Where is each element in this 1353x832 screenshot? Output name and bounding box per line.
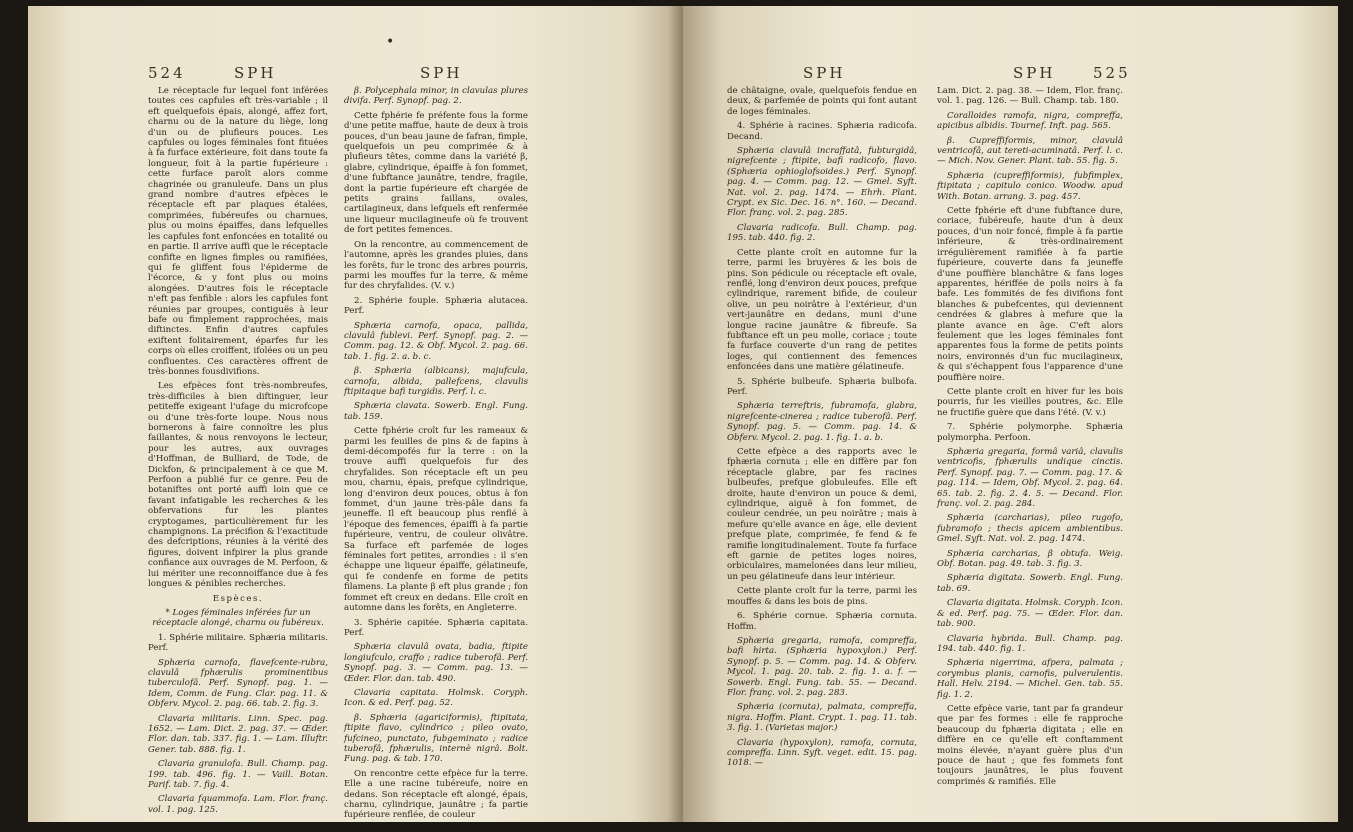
- species-synonymy: Clavaria digitata. Holmsk. Coryph. Icon. & ed. Perf. pag. 75. — Œder. Flor. dan. tab. 900.: [937, 598, 1123, 630]
- running-head-left-col1: SPH: [234, 64, 277, 82]
- species-title: 2. Sphérie fouple. Sphæria alutacea. Perf.: [344, 295, 528, 317]
- subsection-heading: * Loges féminales inférées fur un réceptacle alongé, charnu ou fubéreux.: [152, 607, 324, 629]
- running-head-left-col2: SPH: [420, 64, 463, 82]
- species-synonymy: Sphæria (cupreffiformis), fubfimplex, ftipitata ; capitulo conico. Woodw. apud With. Botan. arrang. 3. pag. 457.: [937, 170, 1123, 202]
- species-synonymy: Clavaria fquammofa. Lam. Flor. franç. vol. 1. pag. 125.: [148, 794, 328, 815]
- paragraph: Cette fphérie eft d'une fubftance dure, coriace, fubéreufe, haute d'un à deux pouces, d'un noir foncé, fimple à fa partie inférieure, & très-ordinairement irrégulièrement ramifiée à fa partie fupérieure, couverte dans fa jeuneffe d'une pouffière blanchâtre & fans loges apparentes, hériffée de poils noirs à fa bafe. Les fommités de fes divifions font blanches & pubefcentes, qui deviennent cendrées & glabres à mefure que la plante avance en âge. C'eft alors feulement que les loges féminales font apparentes fous la forme de petits points noirs, environnés d'un fuc mucilagineux, & qui s'échappent fous l'apparence d'une pouffière noire.: [937, 206, 1123, 383]
- species-title: 6. Sphérie cornue. Sphæria cornuta. Hoffm.: [727, 611, 917, 632]
- paragraph: Cette efpèce varie, tant par fa grandeur que par fes formes : elle fe rapproche beaucoup du fphæria digitata ; elle en diffère en ce qu'elle eft conftamment moins élevée, n'ayant guère plus d'un pouce de haut ; que fes fommets font toujours jaunâtres, le plus fouvent comprimés & ramifiés. Elle: [937, 703, 1123, 787]
- paragraph: Cette fphérie fe préfente fous la forme d'une petite maffue, haute de deux à trois pouces, d'un beau jaune de fafran, fimple, quelquefois un peu comprimée & à plufieurs têtes, comme dans la variété β, glabre, cylindrique, épaiffe à fon fommet, d'une fubftance jaunâtre, tendre, fragile, dont la partie fupérieure eft chargée de petits grains faillans, ovales, cartilagineux, dans lefquels eft renfermée une liqueur mucilagineufe où fe trouvent de fort petites femences.: [344, 110, 528, 236]
- right-column-2: [937, 86, 1123, 806]
- species-synonymy: Sphæria clavata. Sowerb. Engl. Fung. tab. 159.: [344, 401, 528, 422]
- paragraph: Cette plante croît fur la terre, parmi les mouffes & dans les bois de pins.: [727, 586, 917, 607]
- species-synonymy: Clavaria hybrida. Bull. Champ. pag. 194. tab. 440. fig. 1.: [937, 633, 1123, 654]
- species-synonymy: Sphæria (carcharias), pileo rugofo, fubramofo ; thecis apicem ambientibus. Gmel. Syft. Nat. vol. 2. pag. 1474.: [937, 513, 1123, 545]
- left-page: [28, 6, 683, 822]
- species-synonymy: Sphæria clavulâ incraffatâ, fubturgidâ, nigrefcente ; ftipite, bafi radicofo, flavo. (Sphæria ophioglofsoides.) Perf. Synopf. pag. 4. — Comm. pag. 12. — Gmel. Syft. Nat. vol. 2. pag. 1474. — Ehrh. Plant. Crypt. ex Sic. Dec. 16. n°. 160. — Decand. Flor. franç. vol. 2. pag. 285.: [727, 146, 917, 219]
- species-synonymy: Coralloides ramofa, nigra, compreffa, apicibus albidis. Tournef. Inft. pag. 565.: [937, 110, 1123, 132]
- species-synonymy: Sphæria carcharias, β obtufa. Weig. Obf. Botan. pag. 49. tab. 3. fig. 3.: [937, 548, 1123, 570]
- paragraph: On rencontre cette efpèce fur la terre. Elle a une racine tubéreufe, noire en dedans. Son réceptacle eft alongé, épais, charnu, cylindrique, jaunâtre ; fa partie fupérieure renflée, de couleur: [344, 768, 528, 821]
- species-synonymy: Sphæria terreftris, fubramofa, glabra, nigrefcente-cinerea ; radice tuberofâ. Perf. Synopf. pag. 5. — Comm. pag. 14. & Obferv. Mycol. 2. pag. 1. fig. 1. a. b.: [727, 401, 917, 443]
- species-synonymy: Clavaria granulofa. Bull. Champ. pag. 199. tab. 496. fig. 1. — Vaill. Botan. Parif. tab. 7. fig. 4.: [148, 759, 328, 790]
- paragraph: Les efpèces font très-nombreufes, très-difficiles à bien diftinguer, leur petiteffe exigeant l'ufage du microfcope ou d'une très-forte loupe. Nous nous bornerons à faire connoître les plus faillantes, & nous renvoyons le lecteur, pour les autres, aux ouvrages d'Hoffman, de Bulliard, de Tode, de Dickfon, & principalement à ce que M. Perfoon a publié fur ce genre. Peu de botaniftes ont porté auffi loin que ce favant infatigable les recherches & les obfervations fur les plantes cryptogames, particulièrement fur les champignons. La précifion & l'exactitude des defcriptions, réunies à la vérité des figures, doivent infpirer la plus grande confiance aux ouvrages de M. Perfoon, & lui mériter une reconnoiffance due à fes longues & pénibles recherches.: [148, 381, 328, 590]
- species-synonymy: Sphæria carnofa, flavefcente-rubra, clavulâ fphærulis prominentibus tuberculofâ. Perf. Synopf. pag. 1. — Idem, Comm. de Fung. Clar. pag. 11. & Obferv. Mycol. 2. pag. 66. tab. 2. fig. 3.: [148, 657, 328, 710]
- species-synonymy: Lam. Dict. 2. pag. 38. — Idem, Flor. franç. vol. 1. pag. 126. — Bull. Champ. tab. 180.: [937, 86, 1123, 107]
- running-head-right-col4: SPH: [1013, 64, 1056, 82]
- species-variety: β. Cupreffiformis, minor, clavulâ ventricofâ, aut tereti-acuminatâ. Perf. l. c. — Mich. Nov. Gener. Plant. tab. 55. fig. 5.: [937, 135, 1123, 167]
- paragraph: Le réceptacle fur lequel font inférées toutes ces capfules eft très-variable ; il eft quelquefois épais, alongé, affez fort, charnu ou de la nature du liège, long d'un ou de plufieurs pouces. Les capfules ou loges féminales font fituées à fa furface extérieure, foit dans toute fa longueur, foit à la partie fupérieure : cette furface paroît alors comme chagrinée ou granuleufe. Dans un plus grand nombre d'autres efpèces le réceptacle eft par plaques étalées, comprimées, fubéreufes ou charnues, plus ou moins épaiffes, dans lefquelles les capfules font enfoncées en totalité ou en partie. Il arrive auffi que le réceptacle confifte en lignes fimples ou ramifiées, qui fe gliffent fous l'épiderme de l'écorce, & y font plus ou moins alongées. D'autres fois le réceptacle n'eft pas fenfible : alors les capfules font réunies par groupes, contiguës à leur bafe ou fimplement rapprochées, mais diftinctes. Enfin d'autres capfules exiftent folitairement, éparfes fur les corps où elles croiffent, ifolées ou un peu confluentes. Ces caractères offrent de très-bonnes fousdivifions.: [148, 86, 329, 377]
- species-synonymy: Clavaria (hypoxylon), ramofa, cornuta, compreffa. Linn. Syft. veget. edit. 15. pag. 1018. —: [727, 737, 917, 769]
- paragraph: Cette plante croît en hiver fur les bois pourris, fur les vieilles poutres, &c. Elle ne fructifie guère que dans l'été. (V. v.): [937, 386, 1123, 418]
- paragraph: On la rencontre, au commencement de l'automne, après les grandes pluies, dans les forêts, fur le tronc des arbres pourris, parmi les mouffes fur la terre, & même fur des chryfalides. (V. v.): [344, 239, 528, 292]
- running-head-right-col3: SPH: [803, 64, 846, 82]
- species-title: 3. Sphérie capitée. Sphæria capitata. Perf.: [344, 617, 528, 638]
- page-number-right: 525: [1093, 64, 1131, 82]
- ink-mark: •: [386, 34, 395, 50]
- species-synonymy: Clavaria radicofa. Bull. Champ. pag. 195. tab. 440. fig. 2.: [727, 222, 917, 244]
- species-synonymy: Sphæria (cornuta), palmata, compreffa, nigra. Hoffm. Plant. Crypt. 1. pag. 11. tab. 3. fig. 1. (Varietas major.): [727, 702, 917, 734]
- open-book: [28, 6, 1338, 822]
- species-variety: β. Sphæria (agariciformis), ftipitata, ftipite flavo, cylindrico ; pileo ovato, fufcineo, punctato, fubgeminato ; radice tuberofâ, fphærulis, internè nigrâ. Bolt. Fung. pag. & tab. 170.: [344, 712, 528, 765]
- species-title: 1. Sphérie militaire. Sphæria militaris. Perf.: [148, 632, 328, 654]
- species-synonymy: Clavaria capitata. Holmsk. Coryph. Icon. & ed. Perf. pag. 52.: [344, 687, 528, 709]
- species-variety: β. Polycephala minor, in clavulas plures divifa. Perf. Synopf. pag. 2.: [344, 86, 528, 107]
- paragraph: Cette fphérie croît fur les rameaux & parmi les feuilles de pins & de fapins à demi-décompofés fur la terre : on la trouve auffi quelquefois fur des chryfalides. Son réceptacle eft un peu mou, charnu, épais, prefque cylindrique, long d'environ deux pouces, obtus à fon fommet, d'un jaune très-pâle dans fa jeuneffe. Il eft beaucoup plus renflé à l'époque des femences, épaiffi à fa partie fupérieure, ventru, de couleur olivâtre. Sa furface eft parfemée de loges féminales fort petites, arrondies : il s'en échappe une liqueur épaiffe, gélatineufe, qui fe condenfe en forme de petits filamens. La plante β eft plus grande ; fon fommet eft creux en dedans. Elle croît en automne dans les forêts, en Angleterre.: [344, 426, 528, 614]
- species-title: 7. Sphérie polymorphe. Sphæria polymorpha. Perfoon.: [937, 422, 1123, 443]
- section-heading-especes: Espèces.: [212, 593, 264, 604]
- species-synonymy: Sphæria clavulâ ovata, badia, ftipite longiufculo, craffo ; radice tuberofâ. Perf. Synopf. pag. 3. — Comm. pag. 13. — Œder. Flor. dan. tab. 490.: [344, 642, 528, 684]
- species-synonymy: Sphæria gregaria, ramofa, compreffa, bafi hirta. (Sphæria hypoxylon.) Perf. Synopf. p. 5. — Comm. pag. 14. & Obferv. Mycol. 1. pag. 20. tab. 2. fig. 1. a. f. — Sowerb. Engl. Fung. tab. 55. — Decand. Flor. franç. vol. 2. pag. 283.: [727, 635, 917, 698]
- paragraph: Cette plante croît en automne fur la terre, parmi les bruyères & les bois de pins. Son pédicule ou réceptacle eft ovale, renflé, long d'environ deux pouces, prefque cylindrique, rarement bifide, de couleur olive, un peu noirâtre à l'extérieur, d'un vert-jaunâtre en dedans, muni d'une longue racine jaunâtre & fibreufe. Sa fubftance eft un peu molle, coriace ; toute fa furface couverte d'un rang de petites loges, qui contiennent des femences enfoncées dans une matière gélatineufe.: [727, 247, 918, 373]
- species-synonymy: Sphæria carnofa, opaca, pallida, clavulâ fublevi. Perf. Synopf. pag. 2. — Comm. pag. 12. & Obf. Mycol. 2. pag. 66. tab. 1. fig. 2. a. b. c.: [344, 320, 528, 362]
- paragraph: de châtaigne, ovale, quelquefois fendue en deux, & parfemée de points qui font autant de loges féminales.: [727, 86, 917, 117]
- left-column-1: [148, 86, 329, 815]
- paragraph: Cette efpèce a des rapports avec le fphæria cornuta ; elle en diffère par fon réceptacle glabre, par fes racines bulbeufes, prefque globuleufes. Elle eft droite, haute d'environ un pouce & demi, cylindrique, aiguë à fon fommet, de couleur cendrée, un peu noirâtre ; mais à mefure qu'elle avance en âge, elle devient prefque plate, comprimée, fe fend & fe ramifie longitudinalement. Toute fa furface eft garnie de petites loges noires, orbiculaires, mamelonées dans leur milieu, un peu gélatineufe dans leur intérieur.: [727, 447, 917, 582]
- species-title: 4. Sphérie à racines. Sphæria radicofa. Decand.: [727, 121, 917, 142]
- page-number-left: 524: [148, 64, 186, 82]
- right-column-1: [727, 86, 917, 806]
- right-page: [683, 6, 1338, 822]
- species-synonymy: Clavaria militaris. Linn. Spec. pag. 1652. — Lam. Dict. 2. pag. 37. — Œder. Flor. dan. tab. 337. fig. 1. — Lam. Illuftr. Gener. tab. 888. fig. 1.: [148, 713, 328, 755]
- species-synonymy: Sphæria gregaria, formâ variâ, clavulis ventricofis, fphærulis undique cinctis. Perf. Synopf. pag. 7. — Comm. pag. 17. & pag. 114. — Idem, Obf. Mycol. 2. pag. 64. 65. tab. 2. fig. 2. 4. 5. — Decand. Flor. franç. vol. 2. pag. 284.: [937, 447, 1123, 510]
- left-column-2: [344, 86, 528, 821]
- species-title: 5. Sphérie bulbeufe. Sphæria bulbofa. Perf.: [727, 376, 917, 397]
- species-synonymy: Sphæria digitata. Sowerb. Engl. Fung. tab. 69.: [937, 573, 1123, 594]
- species-variety: β. Sphæria (albicans), majufcula, carnofa, albida, pallefcens, clavulis ftipitaque bafi turgidis. Perf. l. c.: [344, 366, 528, 397]
- species-synonymy: Sphæria nigerrima, afpera, palmata ; corymbus planis, carnofis, pulverulentis. Hall. Helv. 2194. — Michel. Gen. tab. 55. fig. 1. 2.: [937, 658, 1123, 700]
